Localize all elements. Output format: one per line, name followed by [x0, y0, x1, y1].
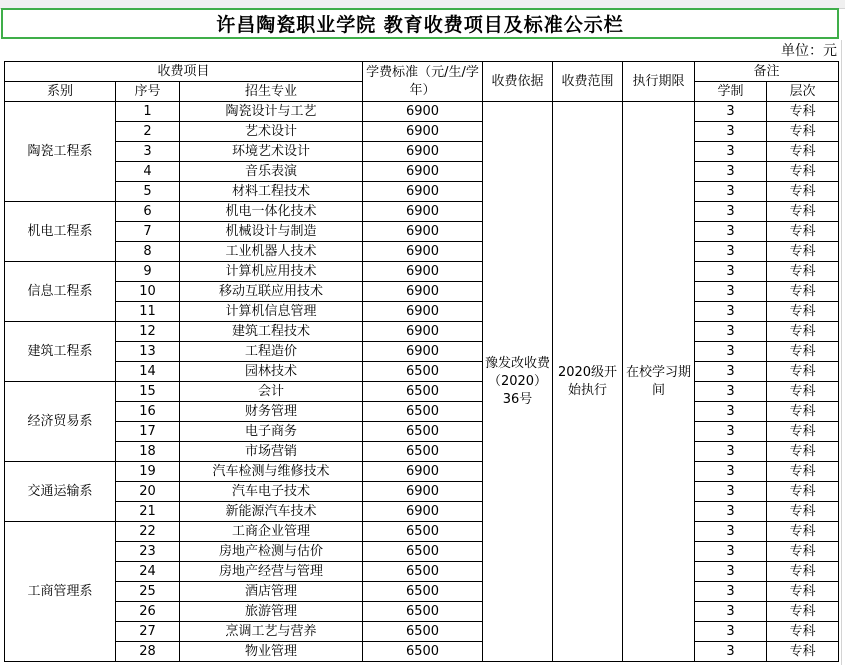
- level-cell[interactable]: 专科: [767, 302, 839, 322]
- level-cell[interactable]: 专科: [767, 102, 839, 122]
- table-row: [5, 422, 839, 442]
- fee-cell[interactable]: 6900: [363, 102, 483, 122]
- level-cell[interactable]: 专科: [767, 322, 839, 342]
- duration-cell[interactable]: 3: [695, 522, 767, 542]
- dept-cell[interactable]: 建筑工程系: [5, 322, 116, 382]
- duration-cell[interactable]: 3: [695, 542, 767, 562]
- duration-cell[interactable]: 3: [695, 622, 767, 642]
- major-cell[interactable]: 陶瓷设计与工艺: [180, 102, 363, 122]
- level-cell[interactable]: 专科: [767, 602, 839, 622]
- duration-cell[interactable]: 3: [695, 402, 767, 422]
- table-row: [5, 342, 839, 362]
- fee-cell[interactable]: 6500: [363, 382, 483, 402]
- duration-cell[interactable]: 3: [695, 502, 767, 522]
- major-cell[interactable]: 机械设计与制造: [180, 222, 363, 242]
- duration-cell[interactable]: 3: [695, 382, 767, 402]
- seq-cell[interactable]: 13: [116, 342, 180, 362]
- duration-cell[interactable]: 3: [695, 422, 767, 442]
- fee-cell[interactable]: 6900: [363, 302, 483, 322]
- major-cell[interactable]: 市场营销: [180, 442, 363, 462]
- level-cell[interactable]: 专科: [767, 442, 839, 462]
- major-cell[interactable]: 电子商务: [180, 422, 363, 442]
- seq-cell[interactable]: 20: [116, 482, 180, 502]
- table-row: [5, 262, 839, 282]
- table-row: [5, 162, 839, 182]
- fee-cell[interactable]: 6900: [363, 202, 483, 222]
- table-row: [5, 122, 839, 142]
- major-cell[interactable]: 烹调工艺与营养: [180, 622, 363, 642]
- major-cell[interactable]: 移动互联应用技术: [180, 282, 363, 302]
- duration-cell[interactable]: 3: [695, 282, 767, 302]
- seq-cell[interactable]: 11: [116, 302, 180, 322]
- fee-cell[interactable]: 6500: [363, 602, 483, 622]
- fee-cell[interactable]: 6900: [363, 162, 483, 182]
- duration-cell[interactable]: 3: [695, 362, 767, 382]
- level-cell[interactable]: 专科: [767, 562, 839, 582]
- level-cell[interactable]: 专科: [767, 202, 839, 222]
- level-cell[interactable]: 专科: [767, 482, 839, 502]
- level-cell[interactable]: 专科: [767, 542, 839, 562]
- header-duration[interactable]: 学制: [695, 82, 767, 102]
- major-cell[interactable]: 会计: [180, 382, 363, 402]
- seq-cell[interactable]: 9: [116, 262, 180, 282]
- table-row: [5, 242, 839, 262]
- fee-cell[interactable]: 6900: [363, 182, 483, 202]
- major-cell[interactable]: 汽车电子技术: [180, 482, 363, 502]
- seq-cell[interactable]: 16: [116, 402, 180, 422]
- table-row: [5, 302, 839, 322]
- fee-cell[interactable]: 6500: [363, 402, 483, 422]
- level-cell[interactable]: 专科: [767, 502, 839, 522]
- major-cell[interactable]: 新能源汽车技术: [180, 502, 363, 522]
- level-cell[interactable]: 专科: [767, 342, 839, 362]
- seq-cell[interactable]: 17: [116, 422, 180, 442]
- seq-cell[interactable]: 4: [116, 162, 180, 182]
- header-fee-items[interactable]: 收费项目: [5, 62, 363, 82]
- seq-cell[interactable]: 22: [116, 522, 180, 542]
- major-cell[interactable]: 房地产经营与管理: [180, 562, 363, 582]
- level-cell[interactable]: 专科: [767, 362, 839, 382]
- duration-cell[interactable]: 3: [695, 222, 767, 242]
- table-row: [5, 442, 839, 462]
- table-row: [5, 482, 839, 502]
- fee-cell[interactable]: 6900: [363, 122, 483, 142]
- fee-cell[interactable]: 6900: [363, 222, 483, 242]
- fee-table: [4, 61, 839, 662]
- seq-cell[interactable]: 7: [116, 222, 180, 242]
- header-standard[interactable]: 学费标准（元/生/学年）: [363, 62, 483, 102]
- seq-cell[interactable]: 12: [116, 322, 180, 342]
- major-cell[interactable]: 音乐表演: [180, 162, 363, 182]
- fee-cell[interactable]: 6500: [363, 362, 483, 382]
- duration-cell[interactable]: 3: [695, 562, 767, 582]
- level-cell[interactable]: 专科: [767, 242, 839, 262]
- seq-cell[interactable]: 10: [116, 282, 180, 302]
- dept-cell[interactable]: 信息工程系: [5, 262, 116, 322]
- fee-cell[interactable]: 6900: [363, 322, 483, 342]
- level-cell[interactable]: 专科: [767, 182, 839, 202]
- level-cell[interactable]: 专科: [767, 162, 839, 182]
- dept-cell[interactable]: 交通运输系: [5, 462, 116, 522]
- major-cell[interactable]: 工业机器人技术: [180, 242, 363, 262]
- table-row: [5, 382, 839, 402]
- dept-cell[interactable]: 陶瓷工程系: [5, 102, 116, 202]
- seq-cell[interactable]: 8: [116, 242, 180, 262]
- table-row: [5, 622, 839, 642]
- duration-cell[interactable]: 3: [695, 102, 767, 122]
- duration-cell[interactable]: 3: [695, 302, 767, 322]
- dept-cell[interactable]: 经济贸易系: [5, 382, 116, 462]
- table-row: [5, 282, 839, 302]
- seq-cell[interactable]: 5: [116, 182, 180, 202]
- level-cell[interactable]: 专科: [767, 642, 839, 662]
- fee-cell[interactable]: 6500: [363, 522, 483, 542]
- table-row: [5, 202, 839, 222]
- seq-cell[interactable]: 14: [116, 362, 180, 382]
- duration-cell[interactable]: 3: [695, 482, 767, 502]
- fee-cell[interactable]: 6900: [363, 502, 483, 522]
- major-cell[interactable]: 材料工程技术: [180, 182, 363, 202]
- fee-cell[interactable]: 6900: [363, 342, 483, 362]
- seq-cell[interactable]: 23: [116, 542, 180, 562]
- header-seq[interactable]: 序号: [116, 82, 180, 102]
- duration-cell[interactable]: 3: [695, 462, 767, 482]
- unit-label[interactable]: 单位：元: [781, 43, 837, 59]
- major-cell[interactable]: 计算机信息管理: [180, 302, 363, 322]
- level-cell[interactable]: 专科: [767, 262, 839, 282]
- major-cell[interactable]: 建筑工程技术: [180, 322, 363, 342]
- header-remarks[interactable]: 备注: [695, 62, 839, 82]
- seq-cell[interactable]: 26: [116, 602, 180, 622]
- header-period[interactable]: 执行期限: [623, 62, 695, 102]
- table-row: [5, 142, 839, 162]
- header-basis[interactable]: 收费依据: [483, 62, 553, 102]
- major-cell[interactable]: 工程造价: [180, 342, 363, 362]
- fee-cell[interactable]: 6500: [363, 422, 483, 442]
- duration-cell[interactable]: 3: [695, 582, 767, 602]
- level-cell[interactable]: 专科: [767, 522, 839, 542]
- header-scope[interactable]: 收费范围: [553, 62, 623, 102]
- level-cell[interactable]: 专科: [767, 622, 839, 642]
- seq-cell[interactable]: 24: [116, 562, 180, 582]
- table-row: [5, 602, 839, 622]
- major-cell[interactable]: 汽车检测与维修技术: [180, 462, 363, 482]
- duration-cell[interactable]: 3: [695, 602, 767, 622]
- table-row: [5, 222, 839, 242]
- scope-cell[interactable]: 2020级开始执行: [553, 102, 623, 662]
- seq-cell[interactable]: 27: [116, 622, 180, 642]
- table-row: [5, 102, 839, 122]
- fee-cell[interactable]: 6500: [363, 642, 483, 662]
- fee-cell[interactable]: 6500: [363, 542, 483, 562]
- seq-cell[interactable]: 1: [116, 102, 180, 122]
- level-cell[interactable]: 专科: [767, 462, 839, 482]
- duration-cell[interactable]: 3: [695, 122, 767, 142]
- level-cell[interactable]: 专科: [767, 422, 839, 442]
- major-cell[interactable]: 环境艺术设计: [180, 142, 363, 162]
- level-cell[interactable]: 专科: [767, 582, 839, 602]
- seq-cell[interactable]: 18: [116, 442, 180, 462]
- seq-cell[interactable]: 3: [116, 142, 180, 162]
- duration-cell[interactable]: 3: [695, 342, 767, 362]
- duration-cell[interactable]: 3: [695, 142, 767, 162]
- duration-cell[interactable]: 3: [695, 262, 767, 282]
- fee-cell[interactable]: 6500: [363, 442, 483, 462]
- table-row: [5, 402, 839, 422]
- fee-cell[interactable]: 6500: [363, 582, 483, 602]
- table-row: [5, 582, 839, 602]
- fee-cell[interactable]: 6900: [363, 482, 483, 502]
- major-cell[interactable]: 物业管理: [180, 642, 363, 662]
- level-cell[interactable]: 专科: [767, 142, 839, 162]
- duration-cell[interactable]: 3: [695, 442, 767, 462]
- major-cell[interactable]: 酒店管理: [180, 582, 363, 602]
- major-cell[interactable]: 艺术设计: [180, 122, 363, 142]
- fee-cell[interactable]: 6900: [363, 142, 483, 162]
- header-level[interactable]: 层次: [767, 82, 839, 102]
- basis-cell[interactable]: 豫发改收费（2020）36号: [483, 102, 553, 662]
- seq-cell[interactable]: 15: [116, 382, 180, 402]
- level-cell[interactable]: 专科: [767, 402, 839, 422]
- level-cell[interactable]: 专科: [767, 222, 839, 242]
- fee-cell[interactable]: 6500: [363, 622, 483, 642]
- duration-cell[interactable]: 3: [695, 242, 767, 262]
- major-cell[interactable]: 旅游管理: [180, 602, 363, 622]
- major-cell[interactable]: 园林技术: [180, 362, 363, 382]
- fee-cell[interactable]: 6900: [363, 242, 483, 262]
- table-row: [5, 322, 839, 342]
- seq-cell[interactable]: 19: [116, 462, 180, 482]
- major-cell[interactable]: 计算机应用技术: [180, 262, 363, 282]
- table-row: [5, 462, 839, 482]
- table-row: [5, 502, 839, 522]
- major-cell[interactable]: 工商企业管理: [180, 522, 363, 542]
- header-dept[interactable]: 系别: [5, 82, 116, 102]
- table-row: [5, 642, 839, 662]
- duration-cell[interactable]: 3: [695, 182, 767, 202]
- fee-cell[interactable]: 6500: [363, 562, 483, 582]
- period-cell[interactable]: 在校学习期间: [623, 102, 695, 662]
- dept-cell[interactable]: 机电工程系: [5, 202, 116, 262]
- grid-line: [841, 40, 842, 665]
- table-row: [5, 182, 839, 202]
- table-row: [5, 542, 839, 562]
- level-cell[interactable]: 专科: [767, 122, 839, 142]
- level-cell[interactable]: 专科: [767, 382, 839, 402]
- seq-cell[interactable]: 2: [116, 122, 180, 142]
- seq-cell[interactable]: 21: [116, 502, 180, 522]
- major-cell[interactable]: 财务管理: [180, 402, 363, 422]
- fee-cell[interactable]: 6900: [363, 462, 483, 482]
- duration-cell[interactable]: 3: [695, 162, 767, 182]
- dept-cell[interactable]: 工商管理系: [5, 522, 116, 662]
- duration-cell[interactable]: 3: [695, 322, 767, 342]
- seq-cell[interactable]: 6: [116, 202, 180, 222]
- table-row: [5, 362, 839, 382]
- duration-cell[interactable]: 3: [695, 202, 767, 222]
- table-row: [5, 522, 839, 542]
- page-title[interactable]: 许昌陶瓷职业学院 教育收费项目及标准公示栏: [1, 8, 839, 39]
- major-cell[interactable]: 房地产检测与估价: [180, 542, 363, 562]
- header-major[interactable]: 招生专业: [180, 82, 363, 102]
- seq-cell[interactable]: 25: [116, 582, 180, 602]
- duration-cell[interactable]: 3: [695, 642, 767, 662]
- fee-cell[interactable]: 6900: [363, 282, 483, 302]
- seq-cell[interactable]: 28: [116, 642, 180, 662]
- level-cell[interactable]: 专科: [767, 282, 839, 302]
- fee-cell[interactable]: 6900: [363, 262, 483, 282]
- table-row: [5, 562, 839, 582]
- major-cell[interactable]: 机电一体化技术: [180, 202, 363, 222]
